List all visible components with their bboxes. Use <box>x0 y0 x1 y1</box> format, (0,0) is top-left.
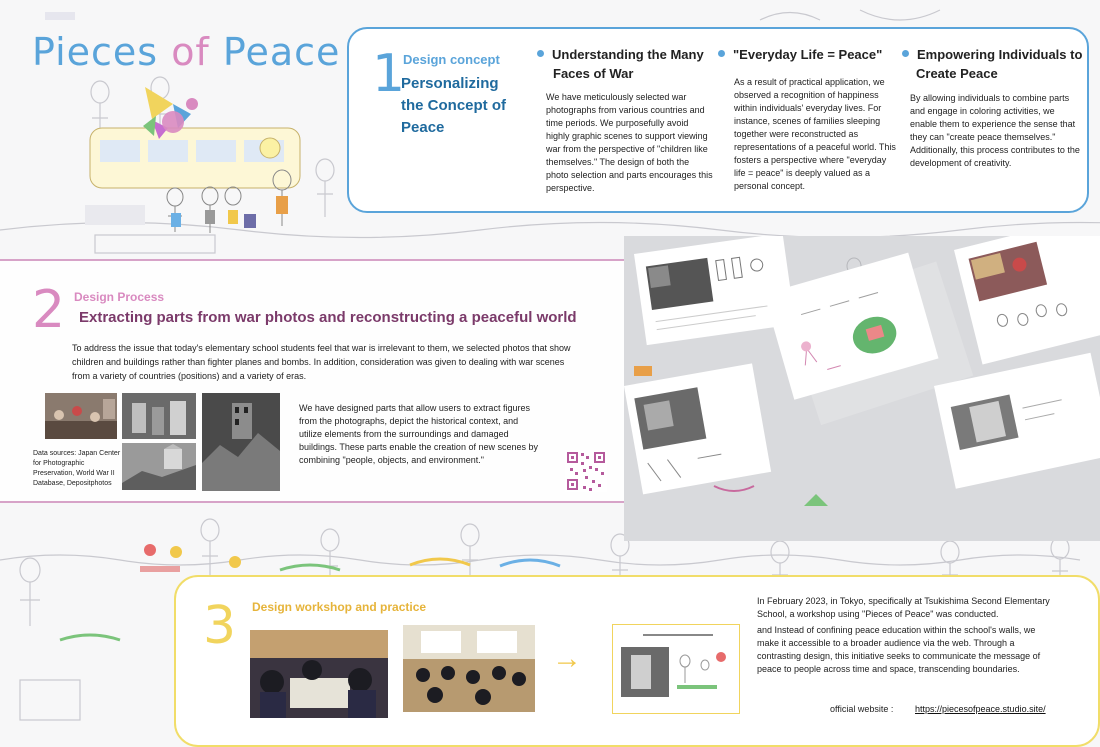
pieces-of-peace-logo <box>140 84 200 140</box>
section2-number: 2 <box>32 280 66 340</box>
worksheet-collage-art <box>624 236 1100 541</box>
section2-heading: Extracting parts from war photos and reconstructing a peaceful world <box>79 309 577 326</box>
qr-code[interactable] <box>565 450 607 492</box>
bullet-dot-icon <box>902 50 909 57</box>
arrow-right-icon: → <box>552 642 582 675</box>
bullet-dot-icon <box>537 50 544 57</box>
workshop-photo-classroom <box>403 625 535 712</box>
divider <box>0 501 624 503</box>
column2-text: As a result of practical application, we observed a recognition of happiness within individuals' everyday lives. For instance, scenes of families sleeping together were reconstructed as representations of a peaceful world. This fosters a perspective where "everyday life = peace" is deeply valued as a personal concept. <box>734 77 896 191</box>
column3-text: By allowing individuals to combine parts and engage in coloring activities, we enable them to experience the sense that they can "create peace themselves." Additionally, this process contributes to the development of creativity. <box>910 93 1080 168</box>
concept-column-2 <box>718 45 898 193</box>
bullet-dot-icon <box>718 50 725 57</box>
workshop-photo-students <box>250 630 388 718</box>
section3-text-2: and Instead of confining peace education within the school's walls, we make it accessible to a broader audience via the web. Through a contrasting design, this initiative seeks to communicate the message of peace to people across time and space, transcending boundaries. <box>757 625 1041 674</box>
war-photo-market <box>45 393 117 439</box>
war-photo-destroyed-building <box>202 393 280 491</box>
workshop-worksheet-image <box>612 624 740 714</box>
section1-number: 1 <box>372 44 406 104</box>
column3-title: Empowering Individuals to Create Peace <box>916 47 1083 81</box>
section2-label: Design Process <box>74 290 165 304</box>
section3-description <box>757 595 1057 676</box>
section2-parts-text: We have designed parts that allow users to extract figures from the photographs, depict the historical context, and utilize elements from the surroundings and damaged buildings. These parts enable the creation of new scenes by combining "people, objects, and environment." <box>299 403 538 465</box>
official-website-link[interactable]: https://piecesofpeace.studio.site/ <box>915 704 1046 714</box>
worksheet-collage <box>624 236 1100 541</box>
section3-label: Design workshop and practice <box>252 600 427 614</box>
column2-title: "Everyday Life = Peace" <box>733 47 883 62</box>
section3-number: 3 <box>203 596 237 656</box>
section2-intro: To address the issue that today's elementary school students feel that war is irrelevant to them, we selected photos that show children and buildings rather than fighter planes and bombs. In addition, consideration was given to dealing with war scenes from a variety of countries (positions) and a variety of eras. <box>72 343 571 381</box>
concept-column-1 <box>537 45 715 195</box>
divider <box>0 259 624 261</box>
column1-title: Understanding the Many Faces of War <box>552 47 704 81</box>
column1-text: We have meticulously selected war photographs from various countries and time periods. We purposefully avoid highly graphic scenes to support viewing war from the perspective of "children like themselves." The design of both the photo selection and parts encourages this perspective. <box>546 92 713 193</box>
title-peace: Peace <box>222 30 341 74</box>
title-pieces: Pieces <box>32 30 159 74</box>
official-website-label: official website : <box>830 704 894 714</box>
section1-heading: Personalizing the Concept of Peace <box>401 75 506 136</box>
photo-data-source: Data sources: Japan Center for Photographic Preservation, World War II Database, Depositphotos <box>33 450 121 487</box>
section1-label: Design concept <box>403 52 500 67</box>
war-photo-children <box>122 393 196 439</box>
concept-column-3 <box>902 45 1087 170</box>
title-of: of <box>171 30 210 74</box>
war-photo-ruins <box>122 443 196 490</box>
app-title <box>32 30 340 74</box>
section3-text-1: In February 2023, in Tokyo, specifically at Tsukishima Second Elementary School, a workshop using "Pieces of Peace" was conducted. <box>757 596 1050 619</box>
